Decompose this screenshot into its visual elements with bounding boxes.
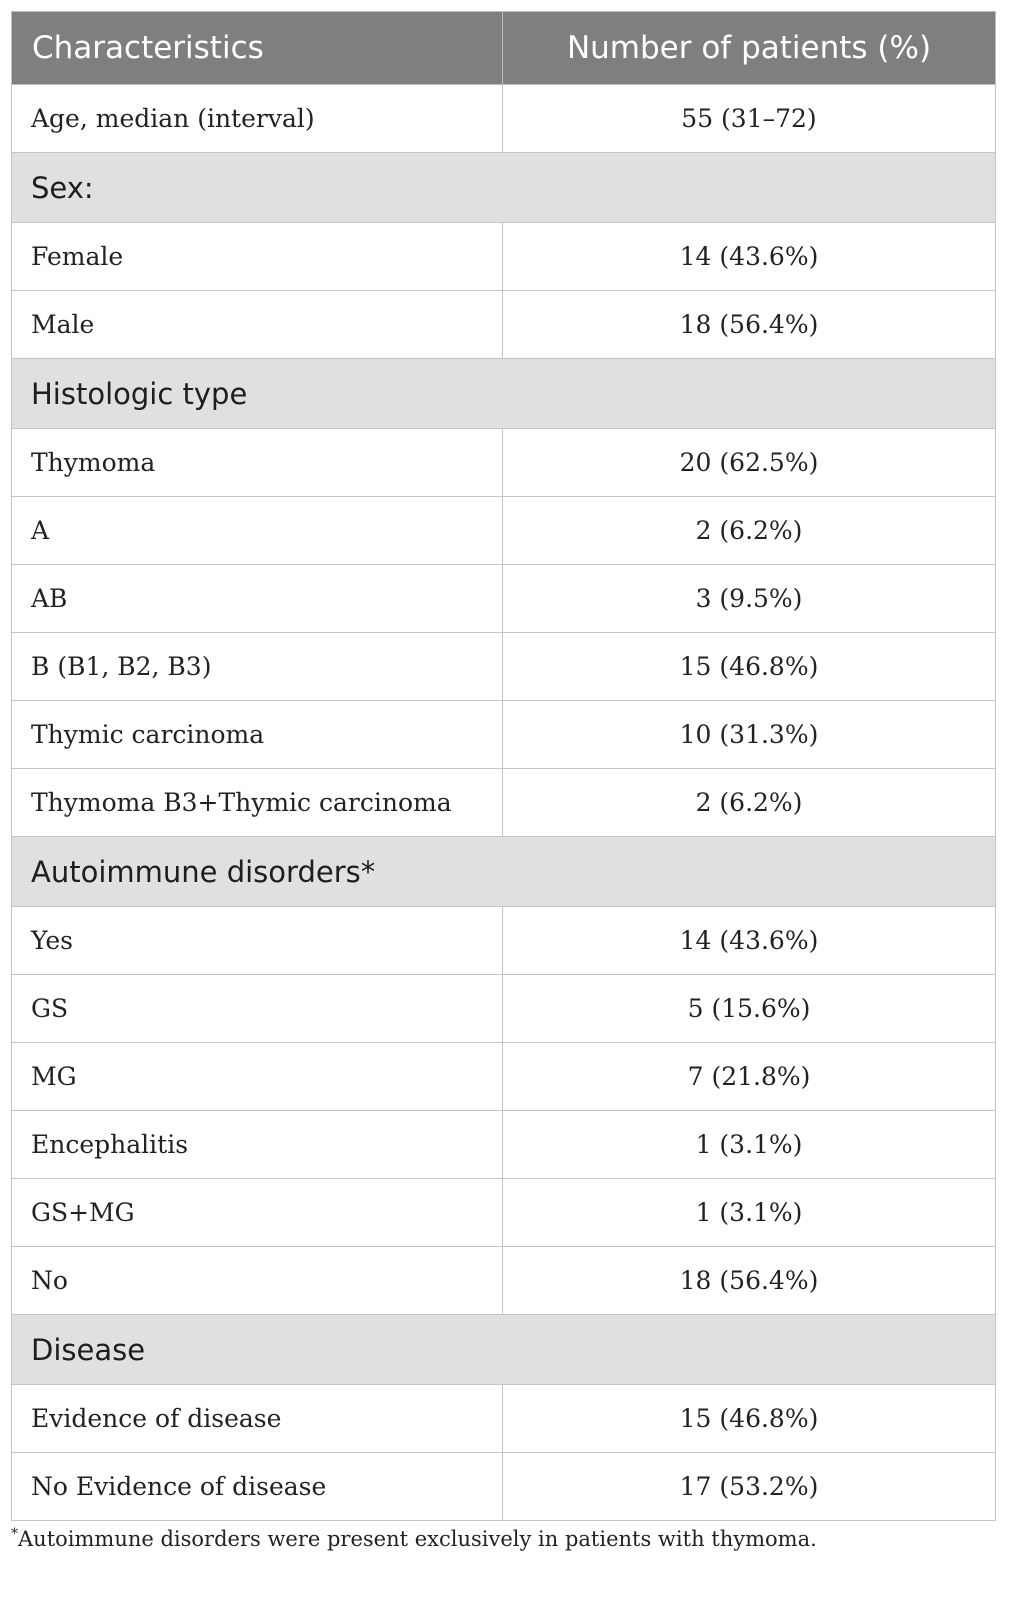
row-value: 15 (46.8%) <box>503 1385 996 1453</box>
table-row <box>12 1247 996 1315</box>
table-footnote <box>11 1526 817 1551</box>
row-label: Thymic carcinoma <box>12 701 503 769</box>
table-row <box>12 907 996 975</box>
row-label: Age, median (interval) <box>12 85 503 153</box>
table-row <box>12 701 996 769</box>
section-title: Sex: <box>12 153 996 223</box>
section-header-row <box>12 837 996 907</box>
patient-characteristics-table-container <box>11 11 995 1521</box>
row-label: Thymoma B3+Thymic carcinoma <box>12 769 503 837</box>
row-value: 18 (56.4%) <box>503 291 996 359</box>
table-row <box>12 497 996 565</box>
row-value: 10 (31.3%) <box>503 701 996 769</box>
row-label: AB <box>12 565 503 633</box>
row-label: No Evidence of disease <box>12 1453 503 1521</box>
row-value: 18 (56.4%) <box>503 1247 996 1315</box>
table-row <box>12 1043 996 1111</box>
patient-characteristics-table <box>11 11 996 1521</box>
table-row <box>12 1385 996 1453</box>
row-value: 17 (53.2%) <box>503 1453 996 1521</box>
row-value: 5 (15.6%) <box>503 975 996 1043</box>
row-value: 1 (3.1%) <box>503 1179 996 1247</box>
row-value: 15 (46.8%) <box>503 633 996 701</box>
row-value: 7 (21.8%) <box>503 1043 996 1111</box>
table-body <box>12 85 996 1521</box>
row-value: 55 (31–72) <box>503 85 996 153</box>
header-number-of-patients: Number of patients (%) <box>503 12 996 85</box>
row-label: Evidence of disease <box>12 1385 503 1453</box>
section-header-row <box>12 359 996 429</box>
row-label: MG <box>12 1043 503 1111</box>
row-label: GS+MG <box>12 1179 503 1247</box>
table-row <box>12 565 996 633</box>
table-row <box>12 429 996 497</box>
section-title: Histologic type <box>12 359 996 429</box>
row-label: Encephalitis <box>12 1111 503 1179</box>
section-header-row <box>12 153 996 223</box>
row-label: Male <box>12 291 503 359</box>
row-value: 2 (6.2%) <box>503 497 996 565</box>
footnote-text: Autoimmune disorders were present exclusively in patients with thymoma. <box>18 1527 817 1551</box>
row-label: Yes <box>12 907 503 975</box>
table-row <box>12 1111 996 1179</box>
table-row <box>12 223 996 291</box>
table-row <box>12 291 996 359</box>
table-row <box>12 1179 996 1247</box>
row-label: No <box>12 1247 503 1315</box>
row-value: 14 (43.6%) <box>503 907 996 975</box>
section-title: Disease <box>12 1315 996 1385</box>
row-value: 14 (43.6%) <box>503 223 996 291</box>
header-characteristics: Characteristics <box>12 12 503 85</box>
row-label: B (B1, B2, B3) <box>12 633 503 701</box>
table-row <box>12 633 996 701</box>
row-value: 2 (6.2%) <box>503 769 996 837</box>
table-row <box>12 1453 996 1521</box>
table-header-row <box>12 12 996 85</box>
row-label: Thymoma <box>12 429 503 497</box>
table-row <box>12 975 996 1043</box>
table-row <box>12 769 996 837</box>
row-value: 20 (62.5%) <box>503 429 996 497</box>
section-title: Autoimmune disorders* <box>12 837 996 907</box>
row-label: Female <box>12 223 503 291</box>
row-value: 1 (3.1%) <box>503 1111 996 1179</box>
row-label: A <box>12 497 503 565</box>
row-value: 3 (9.5%) <box>503 565 996 633</box>
footnote-marker: * <box>11 1526 18 1542</box>
table-row <box>12 85 996 153</box>
row-label: GS <box>12 975 503 1043</box>
section-header-row <box>12 1315 996 1385</box>
